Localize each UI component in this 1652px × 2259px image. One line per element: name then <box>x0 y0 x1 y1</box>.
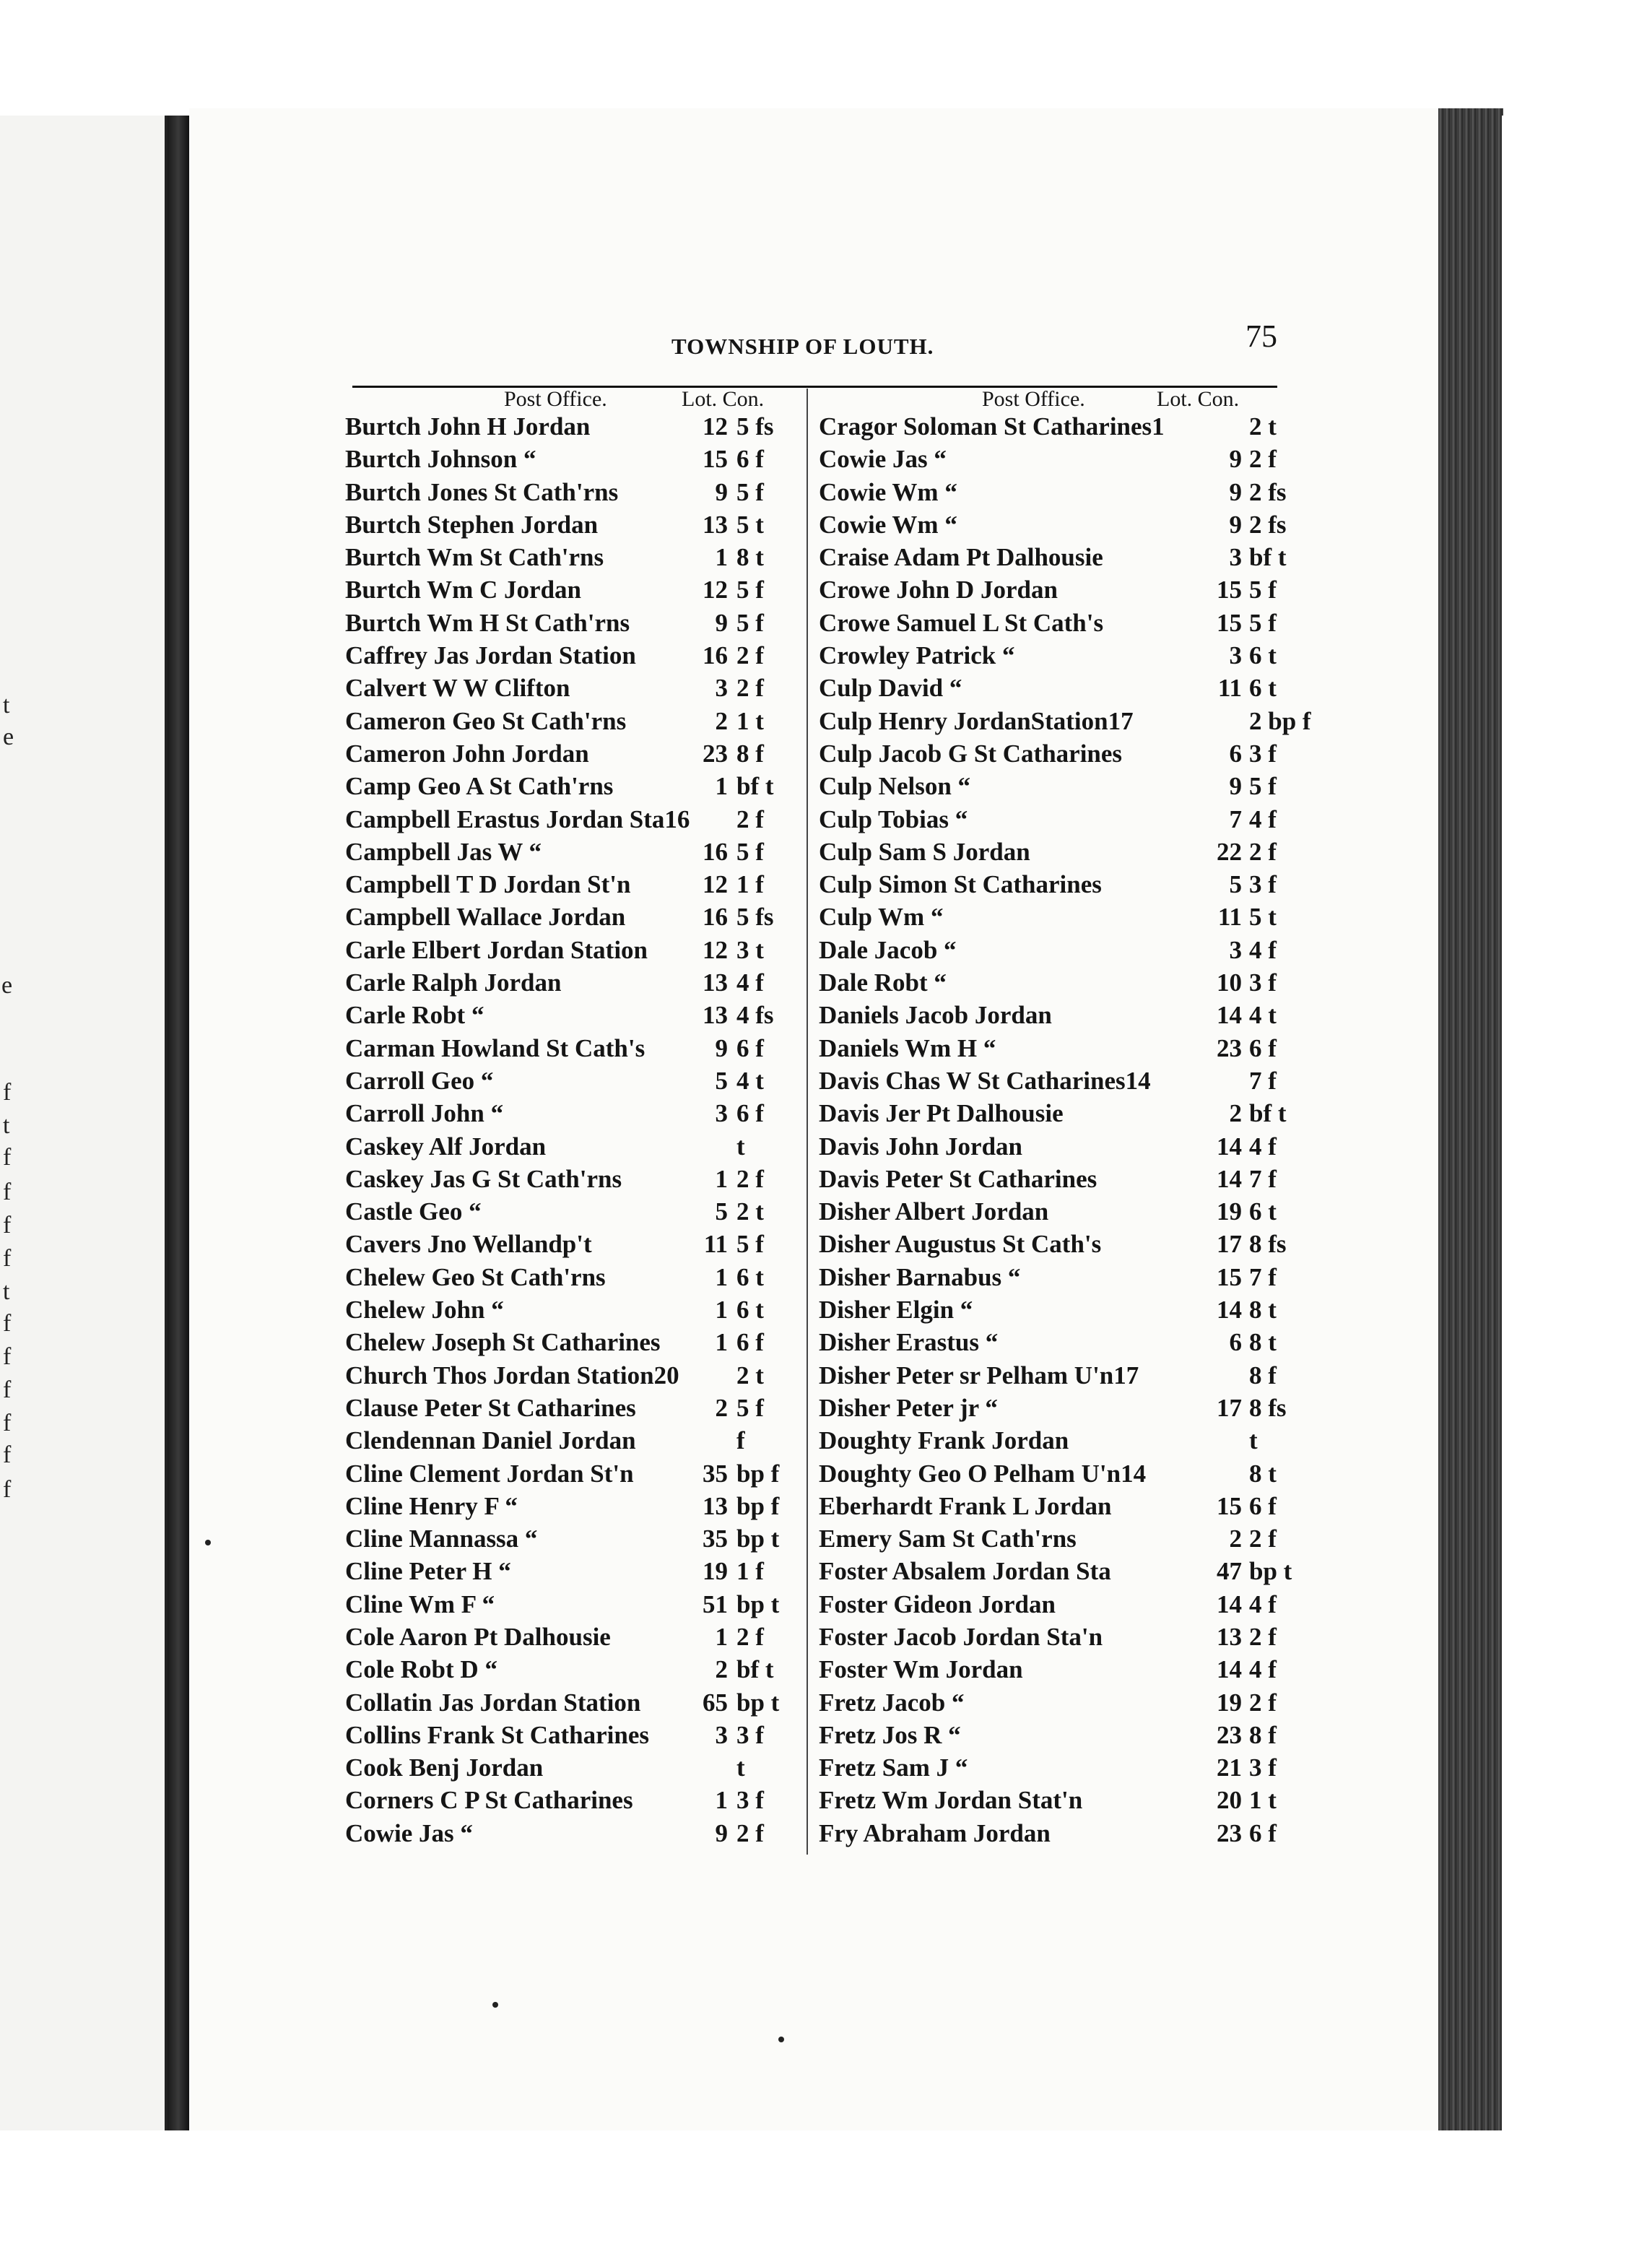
entry-name: Chelew Geo St Cath'rns <box>345 1262 606 1291</box>
film-speck <box>205 1540 211 1545</box>
entry-concession: 6 f <box>736 1328 764 1357</box>
entry-lot: 16 <box>703 641 728 670</box>
facing-page-letter: t <box>3 692 10 719</box>
entry-lot: 2 <box>1229 1525 1242 1553</box>
entry-lot: 2 <box>715 1655 728 1684</box>
facing-page-letter: f <box>3 1476 12 1503</box>
entry-lot: 6 <box>1229 739 1242 768</box>
entry-concession: t <box>736 1753 745 1782</box>
entry-concession: 4 f <box>1249 1655 1277 1684</box>
entry-concession: bf t <box>736 1655 774 1684</box>
entry-lot: 14 <box>1217 1296 1242 1324</box>
entry-concession: 1 f <box>736 870 764 899</box>
entry-name: Cline Peter H “ <box>345 1557 511 1586</box>
entry-lot: 1 <box>715 772 728 801</box>
entry-name: Disher Albert Jordan <box>819 1197 1049 1226</box>
entry-name: Caskey Alf Jordan <box>345 1132 547 1161</box>
entry-lot: 5 <box>1229 870 1242 899</box>
entry-name: Culp Jacob G St Catharines <box>819 739 1123 768</box>
facing-page-letter: t <box>3 1112 10 1139</box>
entry-name: Cline Henry F “ <box>345 1491 518 1520</box>
entry-concession: bf t <box>1249 1099 1287 1128</box>
entry-lot: 14 <box>1217 1164 1242 1193</box>
entry-concession: 5 f <box>736 576 764 604</box>
entry-lot: 14 <box>1217 1132 1242 1161</box>
entry-name: Campbell T D Jordan St'n <box>345 870 631 899</box>
entry-concession: 4 f <box>1249 1132 1277 1161</box>
entry-lot: 3 <box>715 1099 728 1128</box>
entry-name: Calvert W W Clifton <box>345 674 570 703</box>
entry-concession: 6 t <box>1249 641 1277 670</box>
entry-lot: 15 <box>1217 1262 1242 1291</box>
entry-name: Cole Robt D “ <box>345 1655 497 1684</box>
entry-concession: 7 f <box>1249 1262 1277 1291</box>
entry-lot: 23 <box>1217 1033 1242 1062</box>
left-heading-post-office: Post Office. <box>504 387 607 411</box>
entry-lot: 7 <box>1229 805 1242 833</box>
entry-concession: 6 f <box>1249 1033 1277 1062</box>
left-heading-lot-con: Lot. Con. <box>682 387 765 411</box>
facing-page-letter: f <box>3 1144 12 1171</box>
entry-name: Fretz Jacob “ <box>819 1688 965 1717</box>
entry-concession: f <box>736 1426 745 1455</box>
entry-name: Fry Abraham Jordan <box>819 1818 1051 1847</box>
entry-concession: 2 f <box>1249 445 1277 474</box>
entry-concession: 2 f <box>736 641 764 670</box>
entry-concession: 8 f <box>1249 1720 1277 1749</box>
entry-lot: 23 <box>703 739 728 768</box>
entry-name: Clause Peter St Catharines <box>345 1393 636 1422</box>
entry-concession: 5 f <box>736 837 764 866</box>
facing-page-letter: f <box>3 1179 12 1205</box>
film-margin-bottom <box>0 2130 1652 2259</box>
entry-name: Culp Wm “ <box>819 903 944 932</box>
entry-lot: 15 <box>703 445 728 474</box>
entry-lot: 15 <box>1217 608 1242 637</box>
entry-lot: 14 <box>1217 1001 1242 1030</box>
entry-concession: t <box>736 1132 745 1161</box>
entry-name: Campbell Wallace Jordan <box>345 903 626 932</box>
entry-name: Cowie Jas “ <box>819 445 947 474</box>
entry-lot: 3 <box>715 674 728 703</box>
entry-lot: 12 <box>703 935 728 964</box>
film-speck <box>492 2002 498 2008</box>
entry-concession: bf t <box>1249 543 1287 572</box>
entry-lot: 13 <box>1217 1622 1242 1651</box>
entry-name: Chelew John “ <box>345 1296 504 1324</box>
entry-lot: 14 <box>1217 1590 1242 1618</box>
entry-name: Crowe John D Jordan <box>819 576 1058 604</box>
entry-name: Corners C P St Catharines <box>345 1786 633 1815</box>
entry-name: Cameron Geo St Cath'rns <box>345 706 627 735</box>
entry-concession: 3 f <box>1249 739 1277 768</box>
entry-concession: 2 f <box>1249 1622 1277 1651</box>
entry-concession: 1 f <box>736 1557 764 1586</box>
entry-name: Campbell Jas W “ <box>345 837 542 866</box>
entry-lot: 23 <box>1217 1720 1242 1749</box>
entry-concession: 5 t <box>1249 903 1277 932</box>
entry-name: Davis Chas W St Catharines14 <box>819 1066 1151 1095</box>
entry-concession: 1 t <box>1249 1786 1277 1815</box>
entry-name: Foster Jacob Jordan Sta'n <box>819 1622 1103 1651</box>
entry-concession: 1 t <box>736 706 764 735</box>
entry-name: Castle Geo “ <box>345 1197 482 1226</box>
facing-page-letter: e <box>1 972 13 999</box>
entry-concession: 3 f <box>736 1786 764 1815</box>
entry-concession: 2 f <box>1249 837 1277 866</box>
entry-lot: 16 <box>703 903 728 932</box>
entry-concession: 8 t <box>1249 1459 1277 1488</box>
entry-concession: 2 t <box>736 1361 764 1389</box>
entry-lot: 47 <box>1217 1557 1242 1586</box>
entry-concession: 4 t <box>736 1066 764 1095</box>
entry-concession: 7 f <box>1249 1066 1277 1095</box>
entry-concession: 2 f <box>736 805 764 833</box>
entry-concession: bp t <box>736 1590 780 1618</box>
entry-lot: 22 <box>1217 837 1242 866</box>
entry-name: Dale Robt “ <box>819 968 947 997</box>
entry-name: Carle Ralph Jordan <box>345 968 562 997</box>
facing-page-letter: f <box>3 1410 12 1436</box>
facing-page-letter: f <box>3 1245 12 1272</box>
entry-concession: 4 f <box>1249 1590 1277 1618</box>
entry-name: Clendennan Daniel Jordan <box>345 1426 636 1455</box>
entry-lot: 1 <box>715 1296 728 1324</box>
entry-concession: 6 t <box>736 1296 764 1324</box>
entry-concession: bp t <box>736 1525 780 1553</box>
facing-page-letter: f <box>3 1441 12 1468</box>
entry-concession: 2 f <box>736 674 764 703</box>
entry-lot: 11 <box>703 1230 728 1259</box>
entry-lot: 9 <box>1229 772 1242 801</box>
entry-concession: 2 f <box>736 1164 764 1193</box>
entry-name: Culp Henry JordanStation17 <box>819 706 1134 735</box>
entry-lot: 35 <box>703 1525 728 1553</box>
entry-concession: 6 t <box>1249 674 1277 703</box>
facing-page-letter: f <box>3 1310 12 1337</box>
entry-name: Culp David “ <box>819 674 962 703</box>
entry-name: Burtch Wm H St Cath'rns <box>345 608 630 637</box>
entry-name: Fretz Jos R “ <box>819 1720 961 1749</box>
entry-concession: 2 f <box>1249 1525 1277 1553</box>
entry-name: Cragor Soloman St Catharines1 <box>819 412 1165 441</box>
entry-name: Disher Peter sr Pelham U'n17 <box>819 1361 1139 1389</box>
entry-concession: 2 bp f <box>1249 706 1311 735</box>
entry-concession: 8 t <box>1249 1328 1277 1357</box>
facing-page-letter: f <box>3 1212 12 1239</box>
entry-concession: 3 f <box>1249 968 1277 997</box>
entry-name: Campbell Erastus Jordan Sta16 <box>345 805 690 833</box>
entry-name: Crowley Patrick “ <box>819 641 1015 670</box>
entry-name: Cavers Jno Wellandp't <box>345 1230 592 1259</box>
entry-name: Collins Frank St Catharines <box>345 1720 650 1749</box>
entry-lot: 9 <box>1229 477 1242 506</box>
entry-lot: 11 <box>1217 903 1242 932</box>
entry-name: Davis Peter St Catharines <box>819 1164 1097 1193</box>
entry-lot: 2 <box>715 1393 728 1422</box>
entry-concession: 5 fs <box>736 903 774 932</box>
entry-concession: 4 f <box>1249 935 1277 964</box>
entry-lot: 1 <box>715 1622 728 1651</box>
entry-concession: 2 fs <box>1249 510 1287 539</box>
entry-concession: 8 fs <box>1249 1230 1287 1259</box>
entry-name: Disher Elgin “ <box>819 1296 973 1324</box>
entry-concession: 7 f <box>1249 1164 1277 1193</box>
entry-name: Cameron John Jordan <box>345 739 589 768</box>
entry-lot: 3 <box>1229 935 1242 964</box>
entry-lot: 17 <box>1217 1393 1242 1422</box>
entry-concession: t <box>1249 1426 1258 1455</box>
entry-lot: 19 <box>1217 1197 1242 1226</box>
film-margin-right <box>1502 116 1652 2130</box>
entry-name: Davis Jer Pt Dalhousie <box>819 1099 1064 1128</box>
entry-name: Cline Wm F “ <box>345 1590 495 1618</box>
entry-lot: 9 <box>715 477 728 506</box>
entry-concession: 2 f <box>736 1622 764 1651</box>
entry-lot: 9 <box>715 1818 728 1847</box>
entry-lot: 1 <box>715 1786 728 1815</box>
entry-name: Burtch Wm St Cath'rns <box>345 543 604 572</box>
entry-lot: 20 <box>1217 1786 1242 1815</box>
entry-name: Doughty Frank Jordan <box>819 1426 1069 1455</box>
entry-lot: 16 <box>703 837 728 866</box>
entry-name: Carle Robt “ <box>345 1001 484 1030</box>
entry-lot: 17 <box>1217 1230 1242 1259</box>
entry-concession: 5 fs <box>736 412 774 441</box>
entry-concession: 5 f <box>1249 576 1277 604</box>
entry-name: Burtch Wm C Jordan <box>345 576 582 604</box>
entry-concession: 4 t <box>1249 1001 1277 1030</box>
entry-lot: 5 <box>715 1197 728 1226</box>
entry-name: Foster Wm Jordan <box>819 1655 1023 1684</box>
entry-lot: 12 <box>703 576 728 604</box>
entry-lot: 9 <box>1229 510 1242 539</box>
entry-name: Collatin Jas Jordan Station <box>345 1688 641 1717</box>
entry-lot: 3 <box>1229 543 1242 572</box>
entry-name: Crowe Samuel L St Cath's <box>819 608 1104 637</box>
entry-name: Church Thos Jordan Station20 <box>345 1361 679 1389</box>
entry-name: Cook Benj Jordan <box>345 1753 544 1782</box>
entry-lot: 1 <box>715 543 728 572</box>
entry-name: Emery Sam St Cath'rns <box>819 1525 1077 1553</box>
entry-concession: 3 f <box>1249 870 1277 899</box>
entry-lot: 35 <box>703 1459 728 1488</box>
entry-concession: 6 t <box>736 1262 764 1291</box>
entry-concession: 4 f <box>736 968 764 997</box>
entry-lot: 12 <box>703 412 728 441</box>
entry-name: Carroll John “ <box>345 1099 504 1128</box>
entry-concession: 6 f <box>1249 1491 1277 1520</box>
entry-name: Daniels Wm H “ <box>819 1033 996 1062</box>
entry-name: Fretz Wm Jordan Stat'n <box>819 1786 1083 1815</box>
entry-lot: 15 <box>1217 1491 1242 1520</box>
entry-concession: bp t <box>1249 1557 1292 1586</box>
entry-concession: 6 f <box>736 1033 764 1062</box>
entry-lot: 1 <box>715 1164 728 1193</box>
entry-name: Foster Absalem Jordan Sta <box>819 1557 1111 1586</box>
entry-name: Cole Aaron Pt Dalhousie <box>345 1622 611 1651</box>
entry-name: Burtch Stephen Jordan <box>345 510 599 539</box>
entry-concession: 5 f <box>736 477 764 506</box>
entry-concession: 4 fs <box>736 1001 774 1030</box>
entry-lot: 10 <box>1217 968 1242 997</box>
facing-page-letter: e <box>3 724 14 750</box>
page-gutter <box>168 116 189 2138</box>
entry-name: Caffrey Jas Jordan Station <box>345 641 636 670</box>
entry-lot: 15 <box>1217 576 1242 604</box>
entry-lot: 5 <box>715 1066 728 1095</box>
entry-name: Craise Adam Pt Dalhousie <box>819 543 1103 572</box>
entry-name: Camp Geo A St Cath'rns <box>345 772 614 801</box>
facing-page-letter: t <box>3 1278 10 1305</box>
entry-lot: 14 <box>1217 1655 1242 1684</box>
entry-concession: 6 t <box>1249 1197 1277 1226</box>
entry-lot: 3 <box>1229 641 1242 670</box>
entry-lot: 51 <box>703 1590 728 1618</box>
entry-concession: bp t <box>736 1688 780 1717</box>
entry-lot: 1 <box>715 1262 728 1291</box>
entry-name: Culp Simon St Catharines <box>819 870 1102 899</box>
entry-concession: 3 f <box>1249 1753 1277 1782</box>
entry-name: Cowie Jas “ <box>345 1818 473 1847</box>
entry-concession: 6 f <box>736 445 764 474</box>
entry-name: Culp Nelson “ <box>819 772 971 801</box>
entry-concession: 5 f <box>1249 608 1277 637</box>
entry-name: Dale Jacob “ <box>819 935 957 964</box>
entry-concession: 5 f <box>736 1230 764 1259</box>
entry-name: Burtch Jones St Cath'rns <box>345 477 619 506</box>
entry-lot: 13 <box>703 968 728 997</box>
page-header: TOWNSHIP OF LOUTH. <box>671 334 934 359</box>
entry-name: Carle Elbert Jordan Station <box>345 935 648 964</box>
entry-lot: 9 <box>1229 445 1242 474</box>
film-speck <box>778 2037 784 2042</box>
entry-concession: 2 fs <box>1249 477 1287 506</box>
entry-concession: 6 f <box>736 1099 764 1128</box>
entry-lot: 3 <box>715 1720 728 1749</box>
entry-lot: 9 <box>715 608 728 637</box>
entry-concession: 3 t <box>736 935 764 964</box>
entry-concession: 5 f <box>736 1393 764 1422</box>
entry-lot: 19 <box>703 1557 728 1586</box>
facing-page-letter: f <box>3 1376 12 1403</box>
right-heading-lot-con: Lot. Con. <box>1157 387 1240 411</box>
entry-lot: 9 <box>715 1033 728 1062</box>
entry-concession: 5 f <box>736 608 764 637</box>
entry-name: Culp Tobias “ <box>819 805 968 833</box>
entry-name: Culp Sam S Jordan <box>819 837 1030 866</box>
entry-name: Foster Gideon Jordan <box>819 1590 1056 1618</box>
entry-lot: 13 <box>703 510 728 539</box>
entry-name: Carroll Geo “ <box>345 1066 494 1095</box>
page-edges <box>1438 108 1503 2130</box>
entry-name: Daniels Jacob Jordan <box>819 1001 1052 1030</box>
facing-page-letter: f <box>3 1079 12 1106</box>
entry-concession: 8 t <box>736 543 764 572</box>
entry-concession: 2 t <box>1249 412 1277 441</box>
entry-concession: 8 t <box>1249 1296 1277 1324</box>
entry-name: Caskey Jas G St Cath'rns <box>345 1164 622 1193</box>
entry-name: Disher Barnabus “ <box>819 1262 1021 1291</box>
entry-lot: 12 <box>703 870 728 899</box>
entry-lot: 11 <box>1217 674 1242 703</box>
entry-concession: 8 f <box>1249 1361 1277 1389</box>
entry-concession: 2 f <box>1249 1688 1277 1717</box>
entry-concession: 6 f <box>1249 1818 1277 1847</box>
entry-name: Carman Howland St Cath's <box>345 1033 645 1062</box>
entry-name: Disher Erastus “ <box>819 1328 999 1357</box>
facing-page-letter: f <box>3 1343 12 1370</box>
entry-lot: 21 <box>1217 1753 1242 1782</box>
entry-concession: bf t <box>736 772 774 801</box>
entry-concession: bp f <box>736 1459 780 1488</box>
entry-concession: 8 fs <box>1249 1393 1287 1422</box>
entry-name: Davis John Jordan <box>819 1132 1023 1161</box>
entry-lot: 1 <box>715 1328 728 1357</box>
entry-concession: 2 t <box>736 1197 764 1226</box>
entry-name: Burtch Johnson “ <box>345 445 536 474</box>
entry-concession: 8 f <box>736 739 764 768</box>
entry-concession: 5 t <box>736 510 764 539</box>
entry-lot: 6 <box>1229 1328 1242 1357</box>
entry-name: Doughty Geo O Pelham U'n14 <box>819 1459 1147 1488</box>
entry-lot: 19 <box>1217 1688 1242 1717</box>
entry-concession: bp f <box>736 1491 780 1520</box>
entry-name: Cline Mannassa “ <box>345 1525 538 1553</box>
entry-name: Cowie Wm “ <box>819 510 957 539</box>
entry-concession: 4 f <box>1249 805 1277 833</box>
entry-concession: 5 f <box>1249 772 1277 801</box>
facing-page <box>0 116 168 2130</box>
column-divider <box>807 389 808 1855</box>
page-number: 75 <box>1245 318 1277 354</box>
entry-lot: 65 <box>703 1688 728 1717</box>
entry-name: Chelew Joseph St Catharines <box>345 1328 661 1357</box>
entry-name: Burtch John H Jordan <box>345 412 591 441</box>
entry-lot: 13 <box>703 1001 728 1030</box>
entry-name: Fretz Sam J “ <box>819 1753 968 1782</box>
entry-lot: 23 <box>1217 1818 1242 1847</box>
entry-lot: 2 <box>715 706 728 735</box>
right-heading-post-office: Post Office. <box>982 387 1085 411</box>
entry-concession: 2 f <box>736 1818 764 1847</box>
entry-name: Cowie Wm “ <box>819 477 957 506</box>
entry-name: Disher Augustus St Cath's <box>819 1230 1102 1259</box>
entry-name: Cline Clement Jordan St'n <box>345 1459 634 1488</box>
entry-name: Disher Peter jr “ <box>819 1393 998 1422</box>
entry-concession: 3 f <box>736 1720 764 1749</box>
entry-lot: 2 <box>1229 1099 1242 1128</box>
entry-lot: 13 <box>703 1491 728 1520</box>
entry-name: Eberhardt Frank L Jordan <box>819 1491 1112 1520</box>
